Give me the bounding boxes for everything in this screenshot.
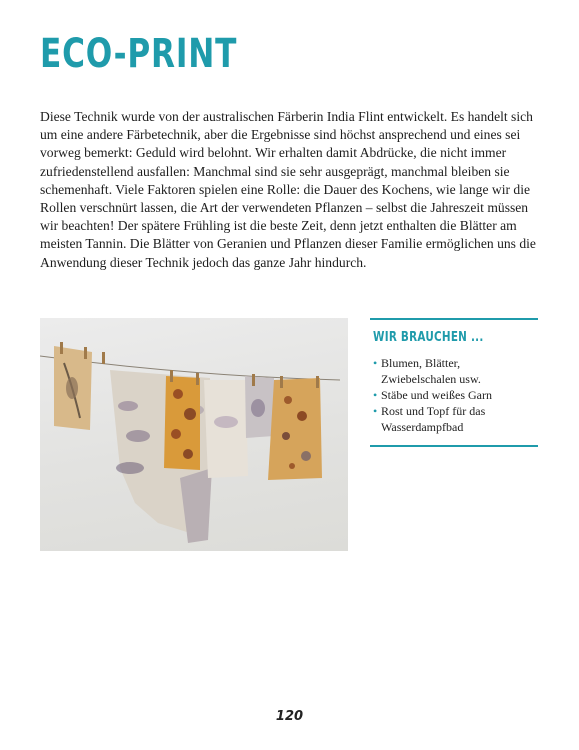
materials-title: WIR BRAUCHEN ... xyxy=(373,330,484,345)
page-title: ECO-PRINT xyxy=(40,31,238,77)
bullet-icon: • xyxy=(373,356,378,370)
materials-list xyxy=(373,355,538,435)
intro-paragraph: Diese Technik wurde von der australischen Färberin India Flint entwickelt. Es handelt sich um eine andere Färbetechnik, aber die Ergebnisse sind höchst ansprechend und eines sei vorweg bemerkt: Geduld wird belohnt. Wir erhalten damit Abdrücke, die nicht immer zufriedenstellend ausfallen: Manchmal sind sie sehr ausgeprägt, manchmal bleiben sie schemenhaft. Viele Faktoren spielen eine Rolle: die Dauer des Kochens, wie lange wir die Rollen verschnürt lassen, die Art der verwendeten Pflanzen – selbst die Jahreszeit müssen wir beachten! Der spätere Frühling ist die beste Zeit, denn jetzt enthalten die Blätter am meisten Tannin. Die Blätter von Geranien und Pflanzen dieser Familie ermöglichen uns die Anwendung dieser Technik jedoch das ganze Jahr hindurch. xyxy=(40,109,536,270)
bullet-icon: • xyxy=(373,404,378,418)
eco-print-cloths-photo xyxy=(40,318,348,551)
materials-box xyxy=(370,318,538,447)
list-item-label: Blumen, Blätter, Zwiebelschalen usw. xyxy=(381,356,481,386)
list-item-label: Stäbe und weißes Garn xyxy=(381,388,492,402)
list-item xyxy=(373,403,538,435)
list-item xyxy=(373,355,538,387)
list-item xyxy=(373,387,538,403)
page-number: 120 xyxy=(275,709,304,724)
list-item-label: Rost und Topf für das Wasserdampfbad xyxy=(381,404,486,434)
bullet-icon: • xyxy=(373,388,378,402)
